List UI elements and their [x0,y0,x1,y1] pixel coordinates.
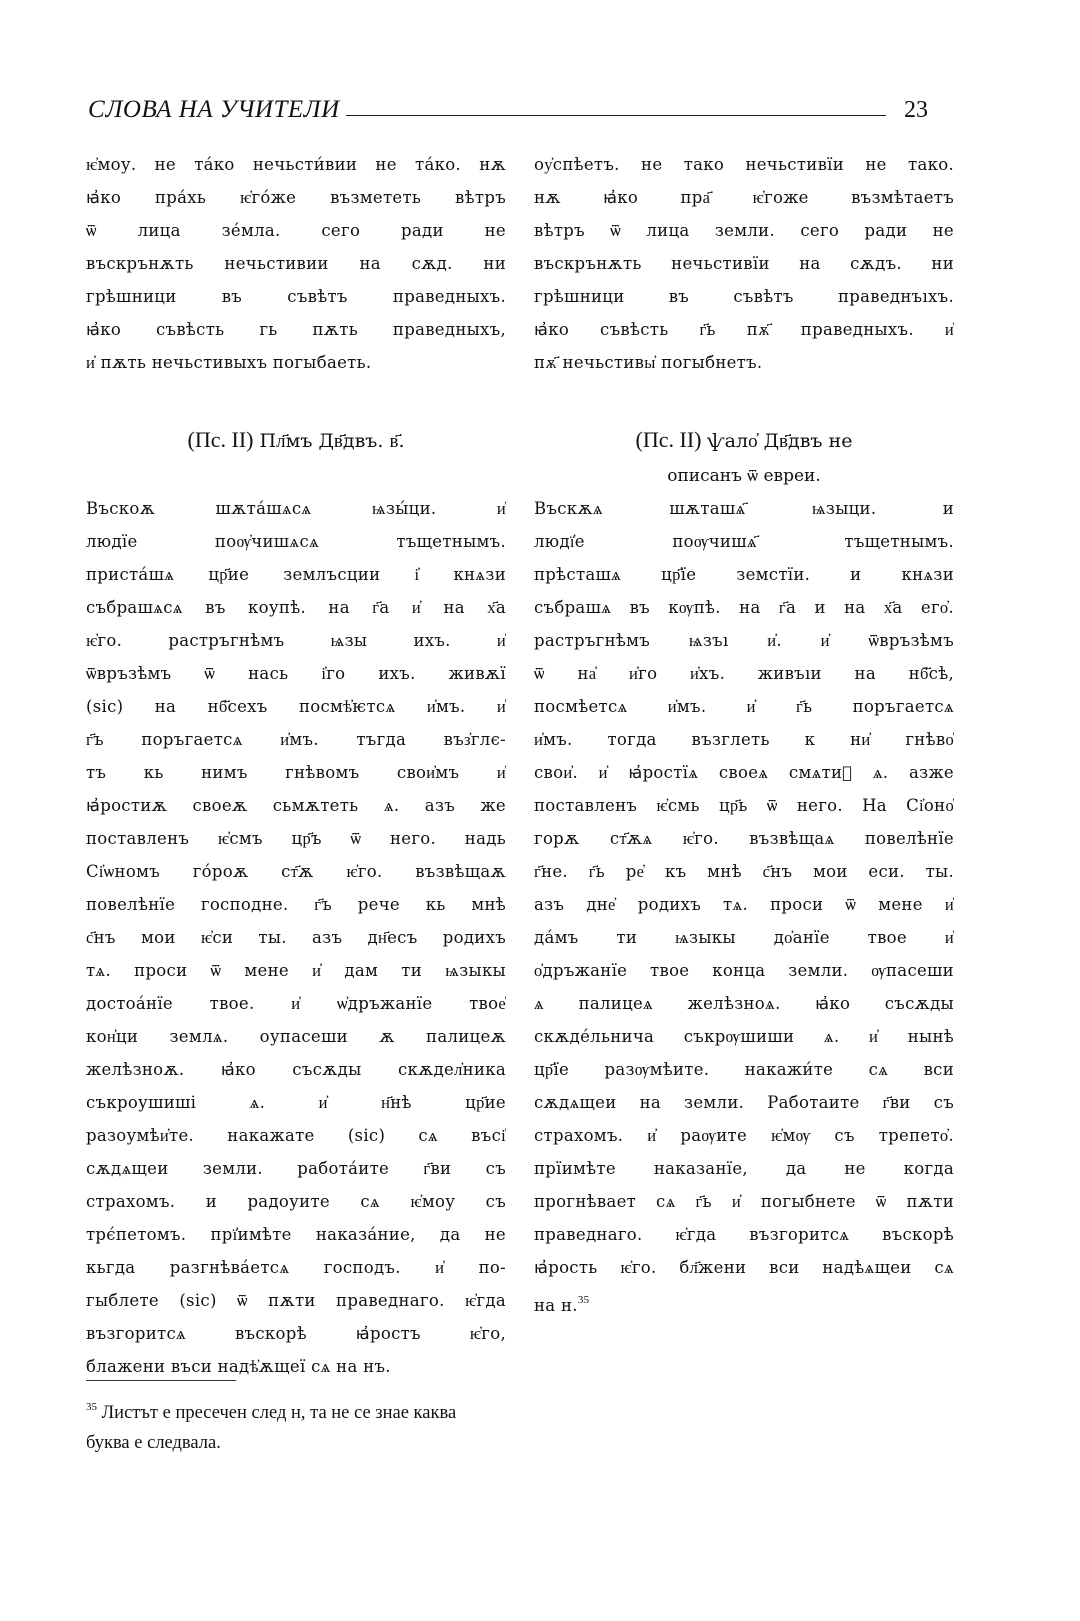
running-title: СЛОВА НА УЧИТЕЛИ [88,96,340,123]
text-line: цр҃їе разѹмѣите. накажи́те сѧ вси [534,1060,954,1079]
text-line: кьгда разгнѣва́етсѧ господъ. и҆ по- [86,1258,506,1277]
text-line: да́мъ ти ѩзыкы до҆анїе твое и҆ [534,928,954,947]
text-line: Сі҆ѡномъ го́роѫ ст҃ѫ ѥ҆го. възвѣщаѫ [86,862,506,881]
text-line: г҃ъ поръгаетсѧ и҆мъ. тъгда въз҆глє- [86,730,506,749]
text-line: сѫдѧщеи на земли. Работаите г҃ви съ [534,1093,954,1112]
text-line: блажени въси надѣ҆ѫщеї сѧ на нъ. [86,1357,391,1376]
text-line: Въскоѫ шѫта́шѧсѧ ѩзы́ци. и҆ [86,499,506,518]
text-line-end: на н. [534,1296,578,1315]
psalm-heading-line [534,422,954,458]
text-line: съкроушиші ѧ. и҆ н҃нѣ цр҃ие [86,1093,506,1112]
text-line: поставленъ ѥ҆смь цр҃ь ѿ него. На Сі҆оно҆ [534,796,954,815]
text-line: ѿвръзѣмъ ѿ нась і҆го ихъ. живѫї [86,664,506,683]
text-line: възгоритсѧ въскорѣ ꙗ҆ростъ ѥ҆го, [86,1324,506,1343]
right-paragraph-2 [534,492,954,1317]
text-line: кон҆ци землѧ. оупасеши ѫ палицеѫ [86,1027,506,1046]
text-line: ѧ палицеѧ желѣзноѧ. ꙗ҆ко съсѫды [534,994,954,1013]
text-line: гыблете (sic) ѿ пѫти праведнаго. ѥ҆гда [86,1291,506,1310]
text-line: пѫ҃ нечьстивы҆ погыбнетъ. [534,353,763,372]
text-line: вѣтръ ѿ лица земли. сего ради не [534,221,954,240]
text-line: Въскѫѧ шѫташѧ҃ ѩзыци. и [534,499,954,518]
text-line: праведнаго. ѥ҆гда възгоритсѧ въскорѣ [534,1225,954,1244]
text-line: тъ кь нимъ гнѣвомъ свои҆мъ и҆ [86,763,506,782]
psalm-heading-left [86,422,506,458]
text-line: трє́петомъ. прї҆имѣте наказа́ние, да не [86,1225,506,1244]
text-line: грѣшници въ съвѣтъ праведныхъ. [86,287,506,306]
psalm-heading-right [534,422,954,494]
text-line: и҆мъ. тогда възглеть к ни҆ гнѣво҆ [534,730,954,749]
footnote-text: Листът е пресечен след н, та не се знае каква буква е следвала. [86,1403,457,1453]
right-column [534,148,954,1315]
psalm-title: ѱало҆ Дв҃двъ не [707,430,853,452]
psalm-title: Пл҃мъ Дв҃двъ. в҃. [259,430,405,452]
running-head [88,90,928,124]
text-line: страхомъ. и радоуите сѧ ѥ҆моу съ [86,1192,506,1211]
text-line: поставленъ ѥ҆смъ цр҃ъ ѿ него. надь [86,829,506,848]
text-line: скѫде́льнича съкрѹшиши ѧ. и҆ нынѣ [534,1027,954,1046]
text-line: достоа́нїе твое. и҆ ѡ҆дръжанїе твое҆ [86,994,506,1013]
text-line: ѥ҆го. растръгнѣмъ ѩзы ихъ. и҆ [86,631,506,650]
left-column [86,148,506,1376]
text-line: събрашѧсѧ въ коупѣ. на г҃а и҆ на х҃а [86,598,506,617]
text-line: ꙗ҆рость ѥ҆го. бл҃жени вси надѣѧщеи сѧ [534,1258,954,1277]
psalm-subtitle: описанъ ѿ евреи. [667,466,821,486]
text-line: тѧ. проси ѿ мене и҆ дам ти ѩзыкы [86,961,506,980]
text-line: свои҆. и҆ ꙗ҆ростїѧ своеѧ смѧтиⷮ ѧ. азже [534,763,954,782]
text-line: въскрънѫть нечьстивии на сѫд. ни [86,254,506,273]
text-line: о҆дръжанїе твое конца земли. ѹпасеши [534,961,954,980]
footnote-rule [86,1380,236,1381]
text-line [534,1284,954,1317]
text-line: людїе поѹ҆чишѧсѧ тъщетнымъ. [86,532,506,551]
text-line: ѿ лица зе́мла. сего ради не [86,221,506,240]
text-line: повелѣнїе господне. г҃ъ рече кь мнѣ [86,895,506,914]
psalm-number: (Пс. II) [187,427,254,452]
text-line: страхомъ. и҆ раѹите ѥ҆мѹ съ трепето҆. [534,1126,954,1145]
text-line: ѥ҆моу. не та́ко нечьсти́вии не та́ко. нѫ [86,155,506,174]
text-line: желѣзноѫ. ꙗ҆ко съсѫды скѫдел҆ника [86,1060,506,1079]
text-line: нѫ ꙗ҆ко пра҃ ѥ҆гоже възмѣтаетъ [534,188,954,207]
text-line: азъ дне҆ родихъ тѧ. проси ѿ мене и҆ [534,895,954,914]
text-line: ꙗ҆ко съвѣсть г҃ь пѫ҃ праведныхъ. и҆ [534,320,954,339]
footnote-number: 35 [86,1401,97,1413]
text-line: (sic) на нб҃сехъ посмѣ҆ѥтсѧ и҆мъ. и҆ [86,697,506,716]
text-line: и҆ пѫть нечьстивыхъ погыбаеть. [86,353,372,372]
text-line: сѫдѧщеи земли. работа́ите г҃ви съ [86,1159,506,1178]
left-paragraph-2 [86,492,506,1383]
text-line: растръгнѣмъ ѩзъı и҆. и҆ ѿвръзѣмъ [534,631,954,650]
text-line: с҃нъ мои ѥ҆си ты. азъ дн҃есъ родихъ [86,928,506,947]
psalm-number: (Пс. II) [635,427,702,452]
text-line: оу҆спѣетъ. не тако нечьстивїи не тако. [534,155,954,174]
text-line: горѫ ст҃ѫѧ ѥ҆го. възвѣщаѧ повелѣнїе [534,829,954,848]
text-line: разоумѣи҆те. накажате (sic) сѧ въсі҆ [86,1126,506,1145]
text-line: прїимѣте наказанїе, да не когда [534,1159,954,1178]
right-paragraph-1 [534,148,954,379]
text-line: въскрънѫть нечьстивїи на сѫдъ. ни [534,254,954,273]
text-line: ѿ на҆ и҆го и҆хъ. живъıи на нб҃сѣ, [534,664,954,683]
text-line: събрашѧ въ кѹпѣ. на г҃а и на х҃а его҆. [534,598,954,617]
page-number: 23 [904,97,928,123]
text-line: ꙗ҆ко пра́хь ѥ҆го́же възмететь вѣтръ [86,188,506,207]
footnote [86,1392,496,1458]
text-line: г҃не. г҃ь ре҆ къ мнѣ с҃нъ мои еси. ты. [534,862,954,881]
text-line: грѣшници въ съвѣтъ праведнъıхъ. [534,287,954,306]
text-line: прогнѣвает сѧ г҃ь и҆ погыбнете ѿ пѫти [534,1192,954,1211]
left-paragraph-1 [86,148,506,379]
text-line: прѣсташѧ цр҃їе земстїи. и кнѧзи [534,565,954,584]
text-line: ꙗ҆ко съвѣсть гь пѫть праведныхъ, [86,320,506,339]
text-line: приста́шѧ цр҃ие землъсции і҆ кнѧзи [86,565,506,584]
text-line: людї҆е поѹчишѧ҃ тъщетнымъ. [534,532,954,551]
footnote-reference: 35 [577,1294,590,1306]
header-rule [346,115,886,116]
text-line: посмѣетсѧ и҆мъ. и҆ г҃ь поръгаетсѧ [534,697,954,716]
text-line: ꙗ҆ростиѫ своеѫ сьмѫтеть ѧ. азъ же [86,796,506,815]
